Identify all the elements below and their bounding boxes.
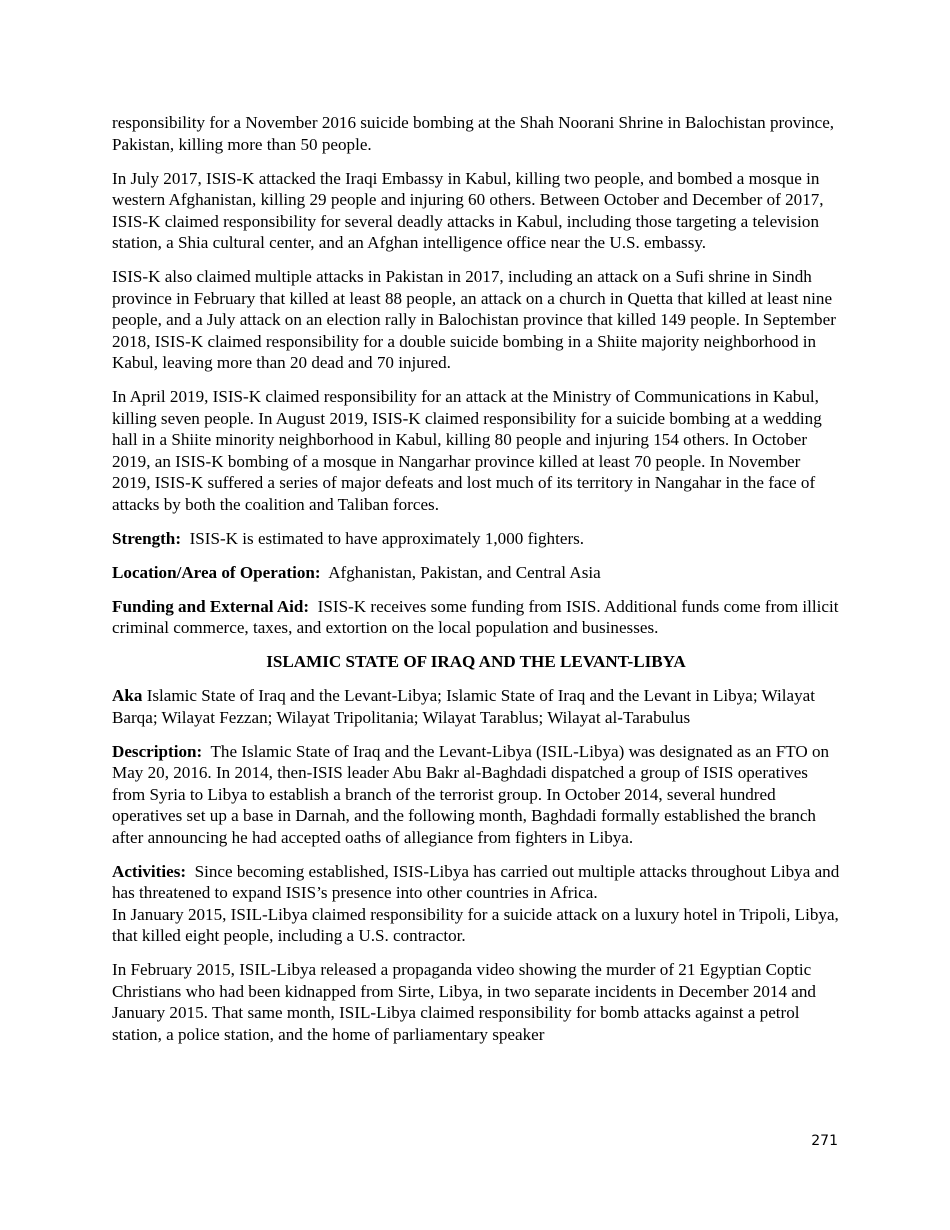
- aka-entry: [112, 685, 840, 728]
- strength-entry: [112, 528, 840, 550]
- strength-text: ISIS-K is estimated to have approximately 1,000 fighters.: [189, 528, 585, 548]
- activities-text: Since becoming established, ISIS-Libya has carried out multiple attacks throughout Libya and has threatened to expand ISIS’s presence into other countries in Africa.: [112, 861, 840, 902]
- funding-text: ISIS-K receives some funding from ISIS. Additional funds come from illicit criminal commerce, taxes, and extortion on the local population and businesses.: [112, 596, 839, 637]
- paragraph-2019-attacks: In April 2019, ISIS-K claimed responsibility for an attack at the Ministry of Communications in Kabul, killing seven people. In August 2019, ISIS-K claimed responsibility for a suicide bombing at a wedding hall in a Shiite minority neighborhood in Kabul, killing 80 people and injuring 154 others. In October 2019, an ISIS-K bombing of a mosque in Nangarhar province killed at least 70 people. In November 2019, ISIS-K suffered a series of major defeats and lost much of its territory in Nangahar in the face of attacks by both the coalition and Taliban forces.: [112, 387, 822, 514]
- activities-entry: [112, 861, 840, 947]
- paragraph-july-2017: In July 2017, ISIS-K attacked the Iraqi Embassy in Kabul, killing two people, and bombed a mosque in western Afghanistan, killing 29 people and injuring 60 others. Between October and December of 2017, ISIS-K claimed responsibility for several deadly attacks in Kabul, including those targeting a television station, a Shia cultural center, and an Afghan intelligence office near the U.S. embassy.: [112, 168, 824, 252]
- description-entry: [112, 741, 840, 849]
- location-entry: [112, 562, 840, 584]
- paragraph-february-2015: In February 2015, ISIL-Libya released a propaganda video showing the murder of 21 Egyptian Coptic Christians who had been kidnapped from Sirte, Libya, in two separate incidents in December 2014 and January 2015. That same month, ISIL-Libya claimed responsibility for bomb attacks against a petrol station, a police station, and the home of parliamentary speaker: [112, 960, 816, 1044]
- page-number: 271: [811, 1133, 838, 1149]
- location-label: Location/Area of Operation:: [112, 562, 321, 582]
- activities-label: Activities:: [112, 861, 187, 881]
- description-text: The Islamic State of Iraq and the Levant-Libya (ISIL-Libya) was designated as an FTO on May 20, 2016. In 2014, then-ISIS leader Abu Bakr al-Baghdadi dispatched a group of ISIS operatives from Syria to Libya to establish a branch of the terrorist group. In October 2014, several hundred operatives set up a base in Darnah, and the following month, Baghdadi formally established the branch after announcing he had accepted oaths of allegiance from fighters in Libya.: [112, 741, 830, 847]
- section-heading: ISLAMIC STATE OF IRAQ AND THE LEVANT-LIBYA: [266, 652, 686, 671]
- funding-entry: [112, 596, 840, 639]
- paragraph-pakistan-attacks: ISIS-K also claimed multiple attacks in Pakistan in 2017, including an attack on a Sufi shrine in Sindh province in February that killed at least 88 people, an attack on a church in Quetta that killed at least nine people, and a July attack on an election rally in Balochistan province that killed 149 people. In September 2018, ISIS-K claimed responsibility for a double suicide bombing in a Shiite majority neighborhood in Kabul, leaving more than 20 dead and 70 injured.: [112, 267, 836, 372]
- aka-label: Aka: [112, 686, 143, 705]
- page-body: [112, 112, 840, 1045]
- paragraph-shah-noorani: responsibility for a November 2016 suicide bombing at the Shah Noorani Shrine in Balochistan province, Pakistan, killing more than 50 people.: [112, 113, 835, 154]
- aka-text: Islamic State of Iraq and the Levant-Libya; Islamic State of Iraq and the Levant in Libya; Wilayat Barqa; Wilayat Fezzan; Wilayat Tripolitania; Wilayat Tarablus; Wilayat al-Tarabulus: [112, 686, 815, 727]
- funding-label: Funding and External Aid:: [112, 596, 310, 616]
- description-label: Description:: [112, 741, 203, 761]
- location-text: Afghanistan, Pakistan, and Central Asia: [328, 562, 601, 582]
- activities-text-continued: In January 2015, ISIL-Libya claimed responsibility for a suicide attack on a luxury hotel in Tripoli, Libya, that killed eight people, including a U.S. contractor.: [112, 904, 839, 945]
- strength-label: Strength:: [112, 528, 182, 548]
